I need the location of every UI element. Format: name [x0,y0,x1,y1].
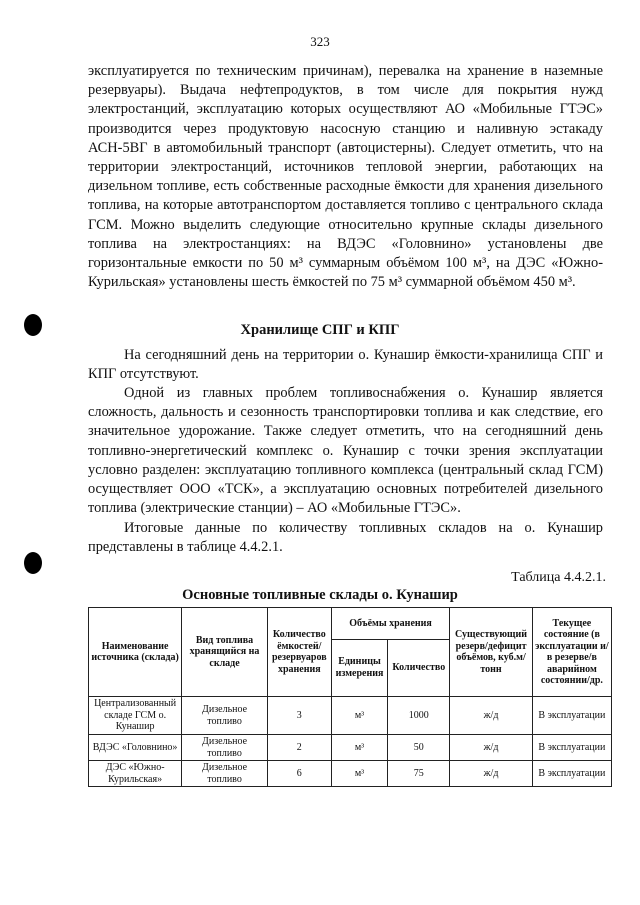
cell-quantity: 75 [388,761,450,787]
cell-reserve: ж/д [450,735,532,761]
cell-fuel: Дизельное топливо [182,735,268,761]
cell-state: В эксплуатации [532,697,611,735]
cell-reserve: ж/д [450,761,532,787]
header-fuel: Вид топлива хранящийся на складе [182,608,268,697]
cell-count: 3 [267,697,331,735]
header-count: Количество ёмкостей/резервуаров хранения [267,608,331,697]
paragraph-4: Итоговые данные по количеству топливных складов на о. Кунашир представлены в таблице 4.4.2.1. [88,520,603,556]
paragraph-3: Одной из главных проблем топливоснабжения о. Кунашир является сложность, дальность и сезонность транспортировки топлива и как следствие, его значительное удорожание. Также следует отметить, что на сегодняшний день топливно-энергетический комплекс о. Кунашир с точки зрения эксплуатации условно разделен: эксплуатацию топливного комплекса (центральный склад ГСМ) осуществляет ООО «ТСК», а эксплуатацию основных потребителей дизельного топлива (электрические станции) – АО «Мобильные ГТЭС». [88,385,603,517]
table-title: Основные топливные склады о. Кунашир [182,587,458,603]
cell-state: В эксплуатации [532,735,611,761]
cell-state: В эксплуатации [532,761,611,787]
cell-fuel: Дизельное топливо [182,761,268,787]
header-unit: Единицы измерения [331,639,388,696]
cell-name: ДЭС «Южно-Курильская» [89,761,182,787]
table-row [89,735,612,761]
table-header-row [89,608,612,640]
fuel-depots-table [88,607,612,787]
cell-count: 6 [267,761,331,787]
section-heading: Хранилище СПГ и КПГ [240,322,400,338]
page-number: 323 [310,34,330,49]
header-volumes-group: Объёмы хранения [331,608,450,640]
punch-hole-bottom [24,552,42,574]
table-caption: Таблица 4.4.2.1. [511,570,606,585]
cell-unit: м³ [331,697,388,735]
table-row [89,761,612,787]
table-row [89,697,612,735]
cell-name: Централизованный складе ГСМ о. Кунашир [89,697,182,735]
cell-quantity: 1000 [388,697,450,735]
cell-count: 2 [267,735,331,761]
header-name: Наименование источника (склада) [89,608,182,697]
paragraph-1: эксплуатируется по техническим причинам), перевалка на хранение в наземные резервуары). Выдача нефтепродуктов, в том числе для покрытия нужд электростанций, эксплуатацию которых осуществляют АО «Мобильные ГТЭС» производится через продуктовую насосную станцию и наливную эстакаду АСН-5ВГ в автомобильный транспорт (автоцистерны). Следует отметить, что на территории электростанций, источников тепловой энергии, работающих на дизельном топливе, есть собственные расходные ёмкости для хранения дизельного топлива, на которые автотранспортом доставляется топливо с центрального склада ГСМ. Можно выделить следующие относительно крупные склады дизельного топлива на электростанциях: на ВДЭС «Головнино» установлены две горизонтальные емкости по 50 м³ суммарным объёмом 100 м³, на ДЭС «Южно-Курильская» установлены шесть ёмкостей по 75 м³ суммарной объёмом 450 м³. [88,63,603,291]
cell-reserve: ж/д [450,697,532,735]
cell-unit: м³ [331,761,388,787]
header-state: Текущее состояние (в эксплуатации и/в резерве/в аварийном состоянии/др. [532,608,611,697]
paragraph-2: На сегодняшний день на территории о. Кунашир ёмкости-хранилища СПГ и КПГ отсутствуют. [88,347,603,383]
cell-quantity: 50 [388,735,450,761]
cell-name: ВДЭС «Головнино» [89,735,182,761]
header-quantity: Количество [388,639,450,696]
header-reserve: Существующий резерв/дефицит объёмов, куб.м/тонн [450,608,532,697]
cell-fuel: Дизельное топливо [182,697,268,735]
cell-unit: м³ [331,735,388,761]
